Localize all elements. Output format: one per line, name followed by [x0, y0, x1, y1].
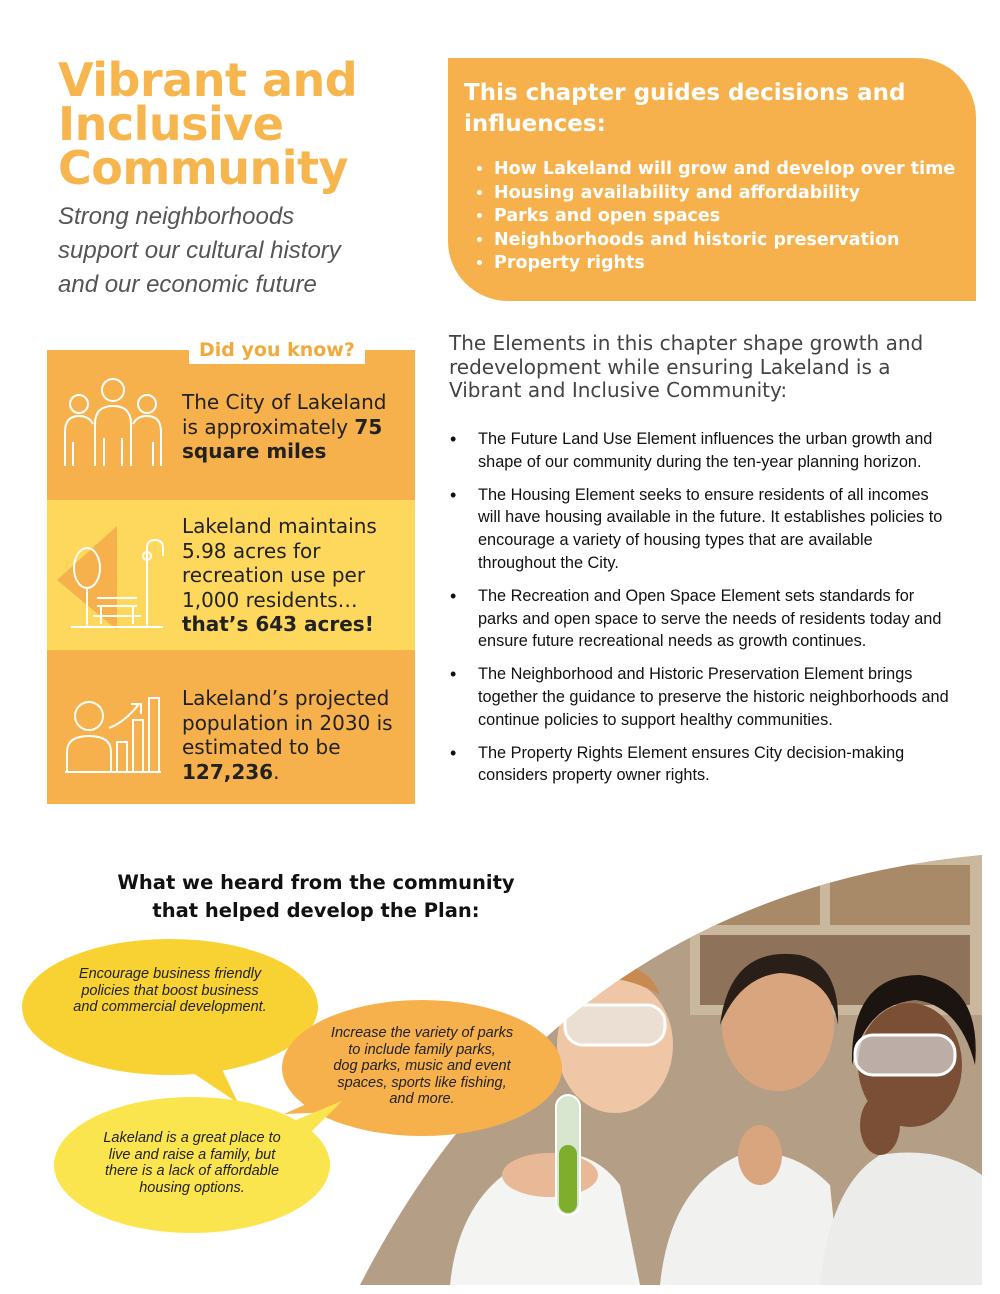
did-you-know-label: Did you know? [189, 336, 365, 364]
fact-recreation [47, 500, 415, 650]
quote-housing: Lakeland is a great place to live and raise a family, but there is a lack of affordable housing options. [103, 1130, 281, 1196]
speech-bubble-1 [20, 935, 320, 1105]
chapter-guide-box [448, 58, 976, 301]
guide-heading: This chapter guides decisions and influences: [464, 80, 906, 137]
fact-text: The City of Lakeland is approximately 75 square miles [182, 390, 387, 463]
list-item: • The Neighborhood and Historic Preservation Element brings together the guidance to preserve the historic neighborhoods and continue policies to support healthy communities. [450, 663, 950, 731]
page-title: Vibrant and Inclusive Community [58, 53, 358, 195]
quote-parks: Increase the variety of parks to include family parks, dog parks, music and event spaces, sports like fishing, and more. [330, 1025, 514, 1107]
guide-item: • How Lakeland will grow and develop over time [494, 158, 962, 182]
fact-text: Lakeland’s projected population in 2030 is estimated to be 127,236. [182, 686, 393, 784]
park-icon [57, 520, 169, 638]
guide-list [464, 158, 962, 276]
elements-list [450, 428, 950, 797]
guide-item: • Parks and open spaces [494, 205, 962, 229]
page-subtitle: Strong neighborhoods support our cultural history and our economic future [58, 203, 341, 298]
community-heading: What we heard from the community that helped develop the Plan: [117, 871, 515, 922]
fact-area [47, 350, 415, 500]
list-item: • The Property Rights Element ensures City decision-making considers property owner rights. [450, 742, 950, 788]
quote-business: Encourage business friendly policies that boost business and commercial development. [73, 966, 267, 1015]
guide-item: • Housing availability and affordability [494, 182, 962, 206]
growth-chart-icon [65, 692, 161, 778]
list-item: • The Housing Element seeks to ensure residents of all incomes will have housing available in the future. It establishes policies to encourage a variety of housing types that are available throughout the City. [450, 484, 950, 575]
list-item: • The Recreation and Open Space Element sets standards for parks and open space to serve the needs of residents today and ensure future recreational needs as growth continues. [450, 585, 950, 653]
did-you-know-panel [47, 339, 415, 804]
elements-intro: The Elements in this chapter shape growth and redevelopment while ensuring Lakeland is a Vibrant and Inclusive Community: [449, 331, 924, 402]
list-item: • The Future Land Use Element influences the urban growth and shape of our community during the ten-year planning horizon. [450, 428, 950, 474]
fact-population [47, 650, 415, 804]
fact-text: Lakeland maintains 5.98 acres for recreation use per 1,000 residents… that’s 643 acres! [182, 514, 377, 636]
guide-item: • Neighborhoods and historic preservation [494, 229, 962, 253]
people-group-icon [59, 376, 167, 476]
guide-item: • Property rights [494, 252, 962, 276]
